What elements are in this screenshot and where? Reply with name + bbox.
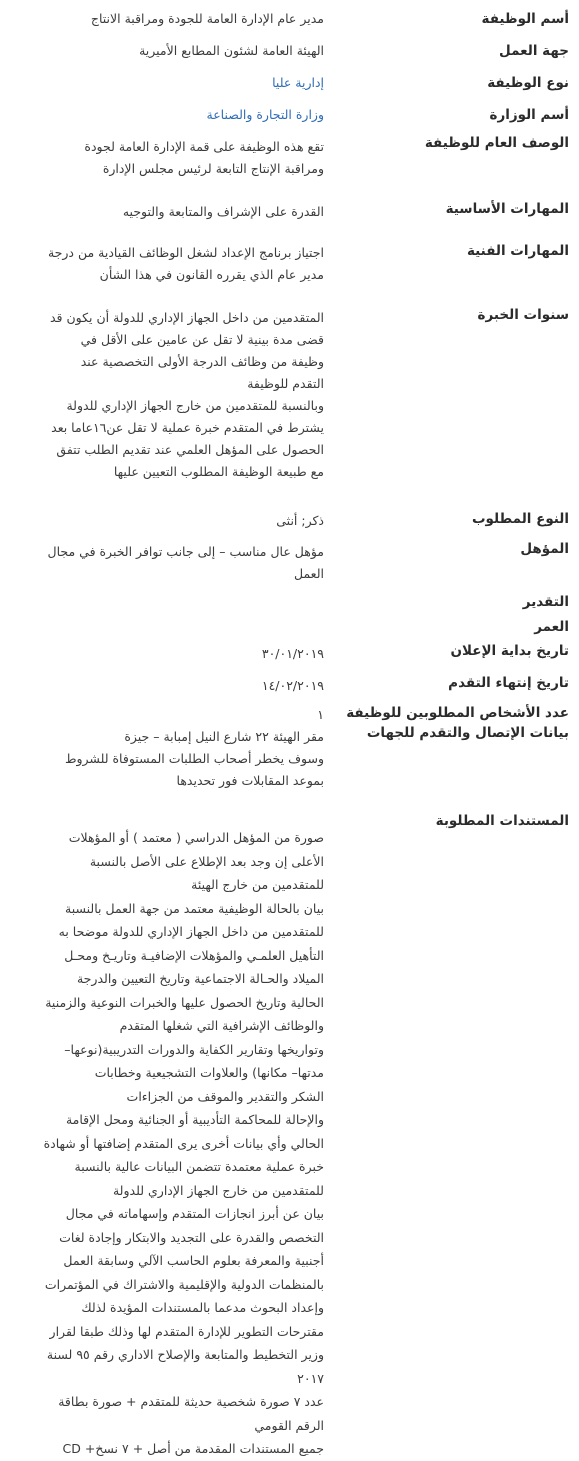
label-basic-skills: المهارات الأساسية <box>445 201 569 217</box>
label-start-date: تاريخ بداية الإعلان <box>450 643 569 659</box>
text-line: عدد ٧ صورة شخصية حديثة للمتقدم + صورة بطاقة <box>58 1394 324 1409</box>
text-line: جميع المستندات المقدمة من أصل + ٧ نسخ+ CD <box>62 1441 324 1456</box>
label-gender: النوع المطلوب <box>471 511 569 527</box>
text-line: وبالنسبة للمتقدمين من خارج الجهاز الإداري للدولة <box>66 398 324 413</box>
text-line: بيان عن أبرز انجازات المتقدم وإسهاماته في مجال <box>65 1206 324 1221</box>
text-line: مؤهل عال مناسب – إلى جانب توافر الخبرة في مجال <box>47 544 324 559</box>
text-line: وإعداد البحوث مدعما بالمستندات المؤيدة لذلك <box>81 1300 324 1315</box>
label-contact: بيانات الإتصال والتقدم للجهات <box>366 725 569 741</box>
text-line: التأهيل العلمـي والمؤهلات الإضافيـة وتاريـخ ومحـل <box>64 947 324 963</box>
text-line: الرقم القومي <box>254 1417 324 1433</box>
label-job-name: أسم الوظيفة <box>481 11 569 27</box>
value-employer: الهيئة العامة لشئون المطابع الأميرية <box>139 43 324 58</box>
label-ministry: أسم الوزارة <box>489 107 569 123</box>
text-line: التخصص والقدرة على التجديد والابتكار وإجادة لغات <box>59 1229 324 1245</box>
text-line: خبرة عملية معتمدة تتضمن البيانات عالية بالنسبة <box>74 1159 324 1174</box>
text-line: بالمنظمات الدولية والإقليمية والاشتراك في المؤتمرات <box>44 1276 324 1292</box>
label-grade: التقدير <box>522 594 569 610</box>
text-line: بيان بالحالة الوظيفية معتمد من جهة العمل بالنسبة <box>65 900 324 916</box>
text-line: الميلاد والحـالة الاجتماعية وتاريخ التعيين والدرجة <box>76 971 324 986</box>
text-line: مدتها– مكانها) والعلاوات التشجيعية وخطابات <box>94 1065 324 1080</box>
value-start-date: ٣٠/٠١/٢٠١٩ <box>261 646 324 661</box>
value-job-name: مدير عام الإدارة العامة للجودة ومراقبة الانتاج <box>90 11 324 26</box>
value-job-type-link[interactable]: إدارية عليا <box>272 75 324 90</box>
value-gender: ذكر; أنثى <box>276 513 324 528</box>
text-line: مقر الهيئة ٢٢ شارع النيل إمبابة – جيزة <box>124 729 324 744</box>
text-line: قضى مدة بينية لا تقل عن عامين على الأقل في <box>80 332 324 347</box>
label-job-type: نوع الوظيفة <box>487 75 569 91</box>
value-ministry-link[interactable]: وزارة التجارة والصناعة <box>206 107 324 122</box>
text-line: التقدم للوظيفة <box>247 376 324 391</box>
value-documents <box>12 826 324 1461</box>
value-description <box>12 136 324 180</box>
label-qualification: المؤهل <box>520 541 569 557</box>
text-line: أجنبية والمعرفة بعلوم الحاسب الآلي وسابقة العمل <box>63 1253 324 1268</box>
text-line: والإحالة للمحاكمة التأديبية أو الجنائية ومحل الإقامة <box>65 1112 324 1127</box>
text-line: ومراقبة الإنتاج التابعة لرئيس مجلس الإدارة <box>102 161 324 176</box>
text-line: للمتقدمين من خارج الهيئة <box>191 877 324 892</box>
label-employer: جهة العمل <box>499 43 569 59</box>
text-line: للمتقدمين من خارج الجهاز الإداري للدولة <box>112 1182 324 1198</box>
text-line: الحصول على المؤهل العلمي عند تقديم الطلب تتفق <box>56 442 324 457</box>
text-line: صورة من المؤهل الدراسي ( معتمد ) أو المؤهلات <box>68 830 324 845</box>
label-documents: المستندات المطلوبة <box>435 813 569 829</box>
label-tech-skills: المهارات الفنية <box>466 243 569 259</box>
value-count: ١ <box>317 707 324 722</box>
label-experience: سنوات الخبرة <box>477 307 569 323</box>
text-line: اجتياز برنامج الإعداد لشغل الوظائف القيادية من درجة <box>47 245 324 260</box>
text-line: وظيفة من وظائف الدرجة الأولى التخصصية عند <box>80 354 324 369</box>
text-line: ٢٠١٧ <box>297 1370 324 1386</box>
value-tech-skills <box>12 242 324 286</box>
text-line: وزير التخطيط والمتابعة والإصلاح الاداري رقم ٩٥ لسنة <box>46 1347 324 1362</box>
text-line: والوظائف الإشرافية التي شغلها المتقدم <box>119 1018 324 1033</box>
value-experience <box>12 307 324 483</box>
label-end-date: تاريخ إنتهاء التقدم <box>448 675 569 691</box>
label-age: العمر <box>534 619 569 635</box>
value-qualification <box>12 541 324 585</box>
value-end-date: ١٤/٠٢/٢٠١٩ <box>261 678 324 693</box>
text-line: مدير عام الذي يقرره القانون في هذا الشأن <box>99 267 324 282</box>
text-line: يشترط في المتقدم خبرة عملية لا تقل عن١٦عاما بعد <box>51 420 324 435</box>
text-line: المتقدمين من داخل الجهاز الإداري للدولة أن يكون قد <box>49 310 324 325</box>
value-basic-skills: القدرة على الإشراف والمتابعة والتوجيه <box>122 204 324 219</box>
text-line: وسوف يخطر أصحاب الطلبات المستوفاة للشروط <box>64 751 324 766</box>
text-line: مقترحات التطوير للإدارة المتقدم لها وذلك طبقا لقرار <box>49 1323 324 1339</box>
text-line: وتواريخها وتقارير الكفاية والدورات التدريبية(نوعها– <box>64 1041 324 1057</box>
label-description: الوصف العام للوظيفة <box>424 135 569 151</box>
text-line: الأعلى إن وجد بعد الإطلاع على الأصل بالنسبة <box>89 853 324 869</box>
text-line: الشكر والتقدير والموقف من الجزاءات <box>126 1088 324 1104</box>
value-contact <box>12 726 324 792</box>
text-line: تقع هذه الوظيفة على قمة الإدارة العامة لجودة <box>84 139 324 154</box>
text-line: مع طبيعة الوظيفة المطلوب التعيين عليها <box>113 464 324 479</box>
text-line: بموعد المقابلات فور تحديدها <box>176 773 324 788</box>
text-line: للمتقدمين من داخل الجهاز الإداري للدولة موضحا به <box>58 924 324 939</box>
label-count: عدد الأشخاص المطلوبين للوظيفة <box>346 705 569 721</box>
text-line: الحالي وأي بيانات أخرى يرى المتقدم إضافتها أو شهادة <box>43 1135 324 1151</box>
text-line: الحالية وتاريخ الحصول عليها والخبرات النوعية والزمنية <box>45 994 324 1010</box>
text-line: العمل <box>293 566 324 581</box>
